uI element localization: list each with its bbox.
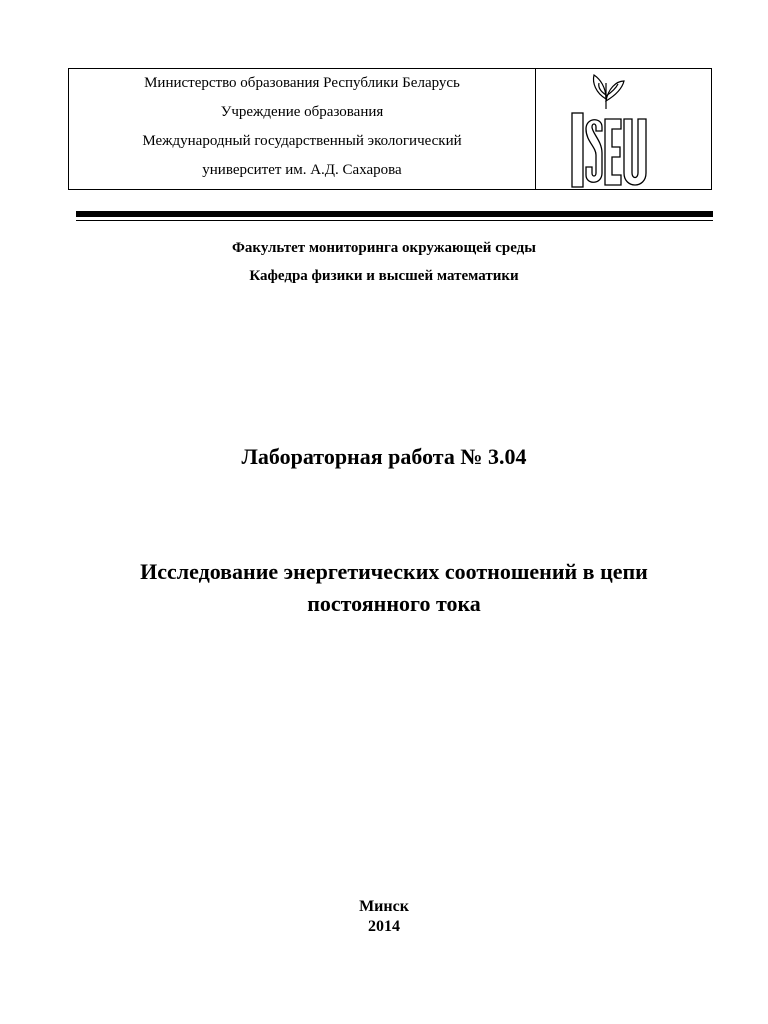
lab-work-subject-line-1: Исследование энергетических соотношений в цепи [140, 559, 648, 584]
iseu-logo-icon [566, 69, 656, 191]
header-divider-thin [76, 220, 713, 221]
university-dedication-line: университет им. А.Д. Сахарова [202, 162, 402, 178]
year: 2014 [368, 918, 400, 935]
institution-type-line: Учреждение образования [220, 104, 384, 120]
header-divider-thick [76, 211, 713, 217]
chair-name: Кафедра физики и высшей математики [249, 268, 519, 284]
university-name-line: Международный государственный экологический [142, 133, 462, 149]
lab-work-title: Лабораторная работа № 3.04 [241, 444, 527, 469]
ministry-line: Министерство образования Республики Беларусь [144, 75, 460, 91]
iseu-logo [536, 69, 711, 189]
city: Минск [359, 898, 409, 915]
university-header [68, 68, 712, 190]
faculty-name: Факультет мониторинга окружающей среды [232, 240, 536, 256]
lab-work-subject [60, 556, 728, 620]
university-name-block [69, 69, 536, 189]
lab-work-subject-line-2: постоянного тока [307, 591, 481, 616]
